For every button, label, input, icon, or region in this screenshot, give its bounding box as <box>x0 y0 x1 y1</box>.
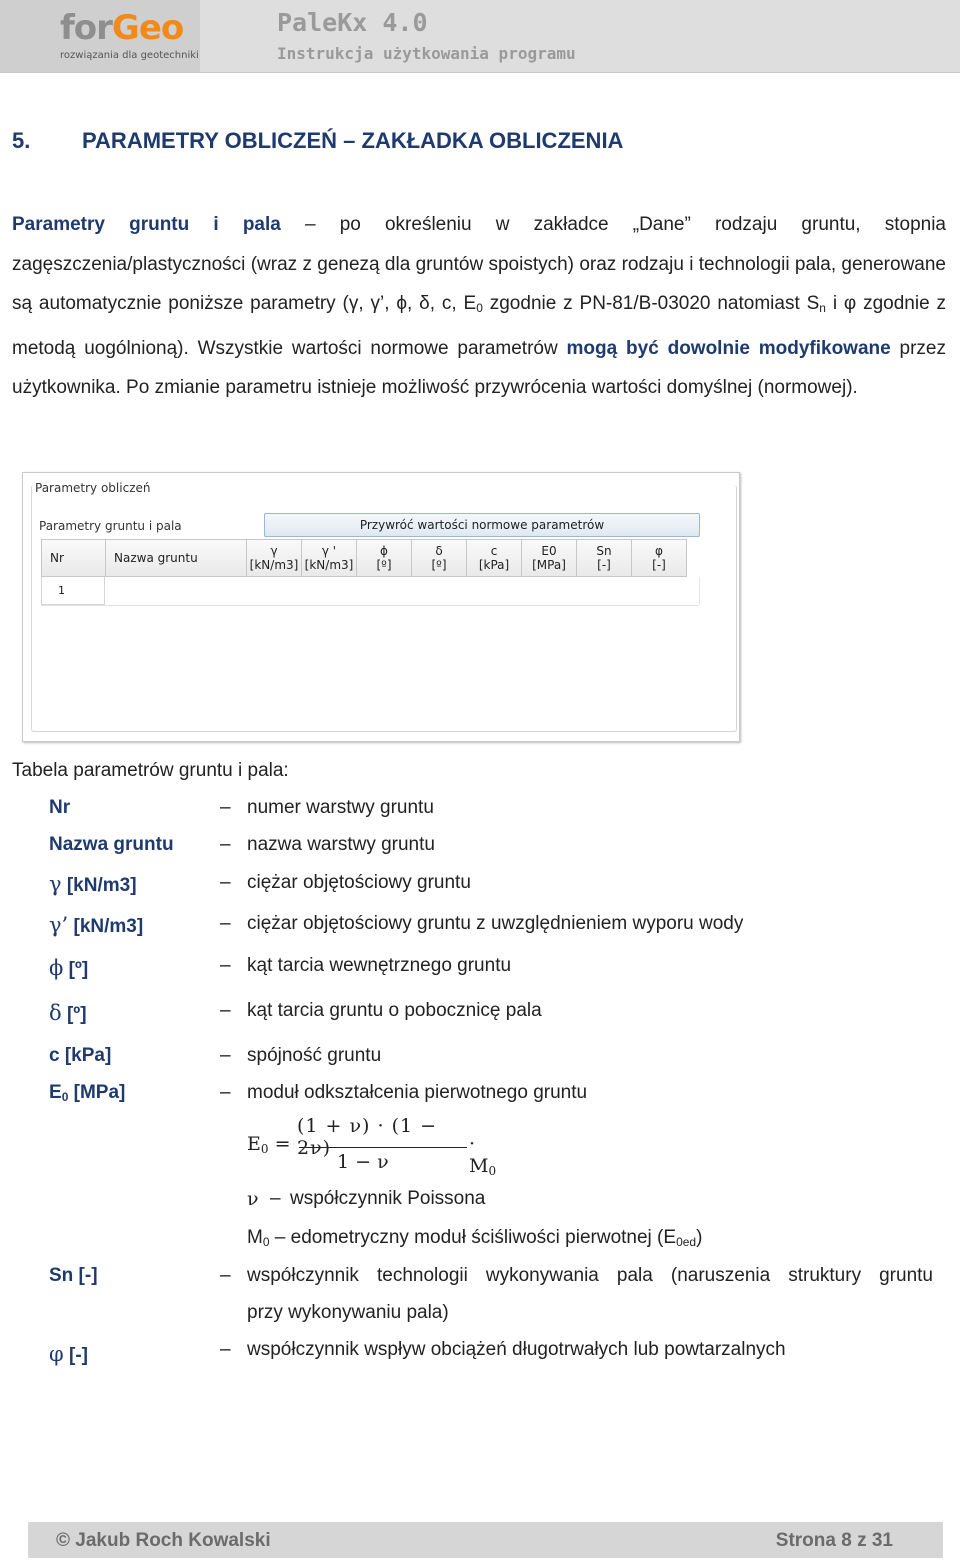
column-header-e0[interactable]: E0 [MPa] <box>521 539 577 577</box>
dash: – <box>220 955 231 976</box>
column-header-gamma-prime[interactable]: γ ' [kN/m3] <box>301 539 357 577</box>
restore-defaults-button[interactable]: Przywróć wartości normowe parametrów <box>264 513 700 537</box>
footer-page-number: Strona 8 z 31 <box>775 1530 893 1551</box>
def-sn: współczynnik technologii wykonywania pala (naruszenia struktury gruntu <box>247 1265 933 1286</box>
column-header-c[interactable]: c [kPa] <box>466 539 522 577</box>
column-header-delta[interactable]: δ [º] <box>411 539 467 577</box>
logo-wordmark: forGeo <box>60 8 184 48</box>
term-delta: δ [º] <box>49 1001 87 1025</box>
table-header <box>41 539 699 577</box>
def-sn-cont: przy wykonywaniu pala) <box>247 1302 449 1323</box>
dash: – <box>220 1265 231 1286</box>
column-header-nr[interactable]: Nr <box>41 539 106 577</box>
panel-title: Parametry obliczeń <box>35 481 151 495</box>
term-phi: ϕ [º] <box>49 956 89 980</box>
formula-denominator: 1 − ν <box>337 1151 389 1173</box>
formula-numerator: (1 + ν) · (1 − 2ν) <box>297 1115 438 1159</box>
forgeo-logo <box>0 0 200 72</box>
nu-symbol: ν <box>247 1188 259 1210</box>
def-gamma: ciężar objętościowy gruntu <box>247 872 471 893</box>
nu-description: współczynnik Poissona <box>290 1188 486 1209</box>
row-number-cell[interactable]: 1 <box>41 577 105 605</box>
def-cohesion: spójność gruntu <box>247 1045 382 1066</box>
term-name: Nazwa gruntu <box>49 834 174 855</box>
m0-description: $M_0$ – edometryczny moduł ściśliwości pierwotnej $(E_{0ed})$ <box>247 1227 703 1249</box>
def-phi: kąt tarcia wewnętrznego gruntu <box>247 955 512 976</box>
definitions-intro: Tabela parametrów gruntu i pala: <box>12 760 289 781</box>
logo-tagline: rozwiązania dla geotechniki <box>60 50 199 61</box>
column-header-varphi[interactable]: φ [-] <box>631 539 687 577</box>
soil-parameters-table <box>41 539 699 605</box>
page-footer <box>28 1522 943 1558</box>
term-varphi: φ [-] <box>49 1342 88 1366</box>
e0-formula <box>247 1115 497 1179</box>
term-cohesion: c [kPa] <box>49 1045 112 1066</box>
term-nr: Nr <box>49 797 71 818</box>
dash: – <box>220 1000 231 1021</box>
dash: – <box>220 1082 231 1103</box>
def-delta: kąt tarcia gruntu o pobocznicę pala <box>247 1000 542 1021</box>
def-gamma-prime: ciężar objętościowy gruntu z uwzględnieniem wyporu wody <box>247 913 744 934</box>
document-subtitle: Instrukcja użytkowania programu <box>277 44 576 63</box>
dash: – <box>220 1045 231 1066</box>
column-header-name[interactable]: Nazwa gruntu <box>105 539 247 577</box>
term-e0: $E_0$ [MPa] <box>49 1082 126 1104</box>
page-header <box>0 0 960 73</box>
dash: – <box>220 834 231 855</box>
formula-rhs: · $M_0$ <box>469 1133 497 1178</box>
row-cells[interactable] <box>105 577 700 605</box>
dash: – <box>220 797 231 818</box>
dash: – <box>220 1339 231 1360</box>
table-row[interactable] <box>41 577 699 606</box>
nu-dash: – <box>270 1188 281 1209</box>
def-name: nazwa warstwy gruntu <box>247 834 435 855</box>
dash: – <box>220 913 231 934</box>
section-number: 5. <box>12 128 31 153</box>
def-e0: moduł odkształcenia pierwotnego gruntu <box>247 1082 588 1103</box>
group-title: Parametry gruntu i pala <box>39 519 182 533</box>
intro-paragraph: Parametry gruntu i pala – po określeniu w zakładce „Dane” rodzaju gruntu, stopnia zagęszczenia/plastyczności (wraz z genezą dla gruntów spoistych) oraz rodzaju i technologii pala, generowane są automatycznie poniższe parametry (γ, γ’, ϕ, δ, c, $E_0$ zgodnie z PN-81/B-03020 natomiast $S_n$ i φ zgodnie z metodą uogólnioną). Wszystkie wartości normowe parametrów mogą być dowolnie modyfikowane przez użytkownika. Po zmianie parametru istnieje możliwość przywrócenia wartości domyślnej (normowej). <box>12 214 947 398</box>
term-gamma: γ [kN/m3] <box>49 872 137 896</box>
document-title: PaleKx 4.0 <box>277 8 428 37</box>
column-header-sn[interactable]: Sn [-] <box>576 539 632 577</box>
term-gamma-prime: γ’ [kN/m3] <box>49 913 144 937</box>
term-sn: Sn [-] <box>49 1265 98 1286</box>
section-heading <box>12 128 623 154</box>
formula-lhs: $E_0$ = <box>247 1133 291 1156</box>
footer-author: © Jakub Roch Kowalski <box>56 1530 271 1551</box>
def-varphi: współczynnik wspływ obciążeń długotrwałych lub powtarzalnych <box>247 1339 786 1360</box>
fraction-bar <box>299 1147 467 1148</box>
parameters-panel-screenshot <box>22 472 740 742</box>
section-title: PARAMETRY OBLICZEŃ – ZAKŁADKA OBLICZENIA <box>82 128 624 153</box>
dash: – <box>220 872 231 893</box>
column-header-phi[interactable]: ϕ [º] <box>356 539 412 577</box>
def-nr: numer warstwy gruntu <box>247 797 434 818</box>
column-header-gamma[interactable]: γ [kN/m3] <box>246 539 302 577</box>
